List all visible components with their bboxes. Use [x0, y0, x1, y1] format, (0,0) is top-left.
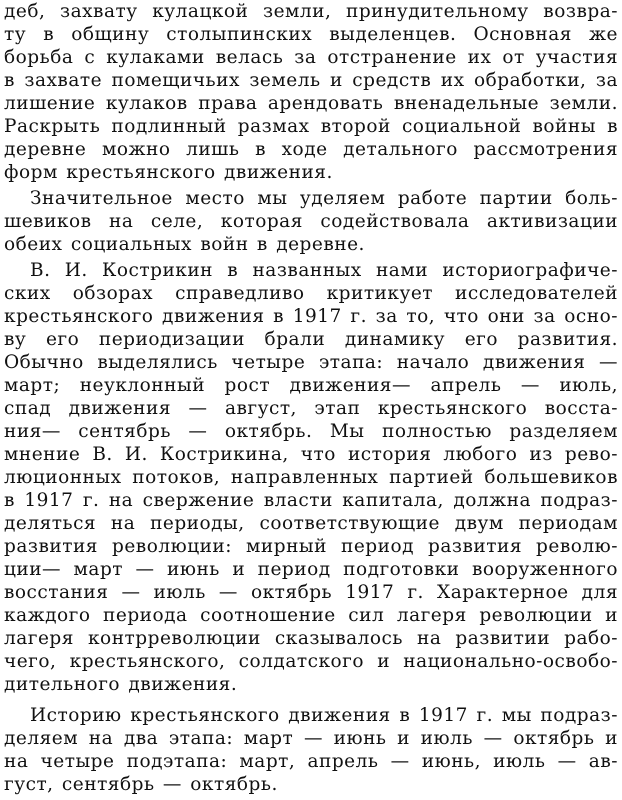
- text-line: обеих социальных войн в деревне.: [4, 234, 365, 255]
- text-line: Раскрыть подлинный размах второй социальной войны в: [4, 116, 618, 137]
- text-line: каждого периода соотношение сил лагеря революции и: [4, 605, 618, 626]
- text-line: мнение В. И. Кострикина, что история любого из рево-: [4, 444, 618, 465]
- text-line: люционных потоков, направленных партией большевиков: [4, 467, 618, 488]
- text-line: Обычно выделялись четыре этапа: начало движения —: [4, 352, 618, 373]
- paragraph-first-line: В. И. Кострикин в названных нами историографиче-: [30, 260, 618, 281]
- text-line: ту в общину столыпинских выделенцев. Основная же: [4, 24, 618, 45]
- text-line: ния— сентябрь — октябрь. Мы полностью разделяем: [4, 421, 618, 442]
- text-line: дительного движения.: [4, 674, 238, 695]
- text-line: форм крестьянского движения.: [4, 162, 333, 183]
- text-line: лагеря контрреволюции сказывалось на развитии рабо-: [4, 628, 618, 649]
- text-line: шевиков на селе, которая содействовала активизации: [4, 211, 618, 232]
- paragraph-first-line: Значительное место мы уделяем работе партии боль-: [30, 188, 618, 209]
- text-line: на четыре подэтапа: март, апрель — июнь, июль — ав-: [4, 751, 618, 772]
- text-line: деляться на периоды, соответствующие двум периодам: [4, 513, 618, 534]
- text-line: восстания — июль — октябрь 1917 г. Характерное для: [4, 582, 618, 603]
- paragraph-first-line: Историю крестьянского движения в 1917 г. мы подраз-: [30, 705, 618, 726]
- text-line: в захвате помещичьих земель и средств их обработки, за: [4, 70, 618, 91]
- text-line: борьба с кулаками велась за отстранение их от участия: [4, 47, 618, 68]
- text-line: спад движения — август, этап крестьянского восста-: [4, 398, 618, 419]
- text-line: март; неуклонный рост движения— апрель — июль,: [4, 375, 618, 396]
- text-line: развития революции: мирный период развития револю-: [4, 536, 618, 557]
- text-line: деб, захвату кулацкой земли, принудительному возвра-: [4, 1, 618, 22]
- text-line: ских обзорах справедливо критикует исследователей: [4, 283, 618, 304]
- text-line: лишение кулаков права арендовать вненадельные земли.: [4, 93, 618, 114]
- text-line: чего, крестьянского, солдатского и национально-освобо-: [4, 651, 618, 672]
- text-line: в 1917 г. на свержение власти капитала, должна подраз-: [4, 490, 618, 511]
- text-line: крестьянского движения в 1917 г. за то, что они за осно-: [4, 306, 618, 327]
- text-line: ции— март — июнь и период подготовки вооруженного: [4, 559, 618, 580]
- text-line: ву его периодизации брали динамику его развития.: [4, 329, 618, 350]
- text-line: деляем на два этапа: март — июнь и июль — октябрь и: [4, 728, 618, 749]
- text-line: деревне можно лишь в ходе детального рассмотрения: [4, 139, 618, 160]
- text-line: густ, сентябрь — октябрь.: [4, 774, 278, 795]
